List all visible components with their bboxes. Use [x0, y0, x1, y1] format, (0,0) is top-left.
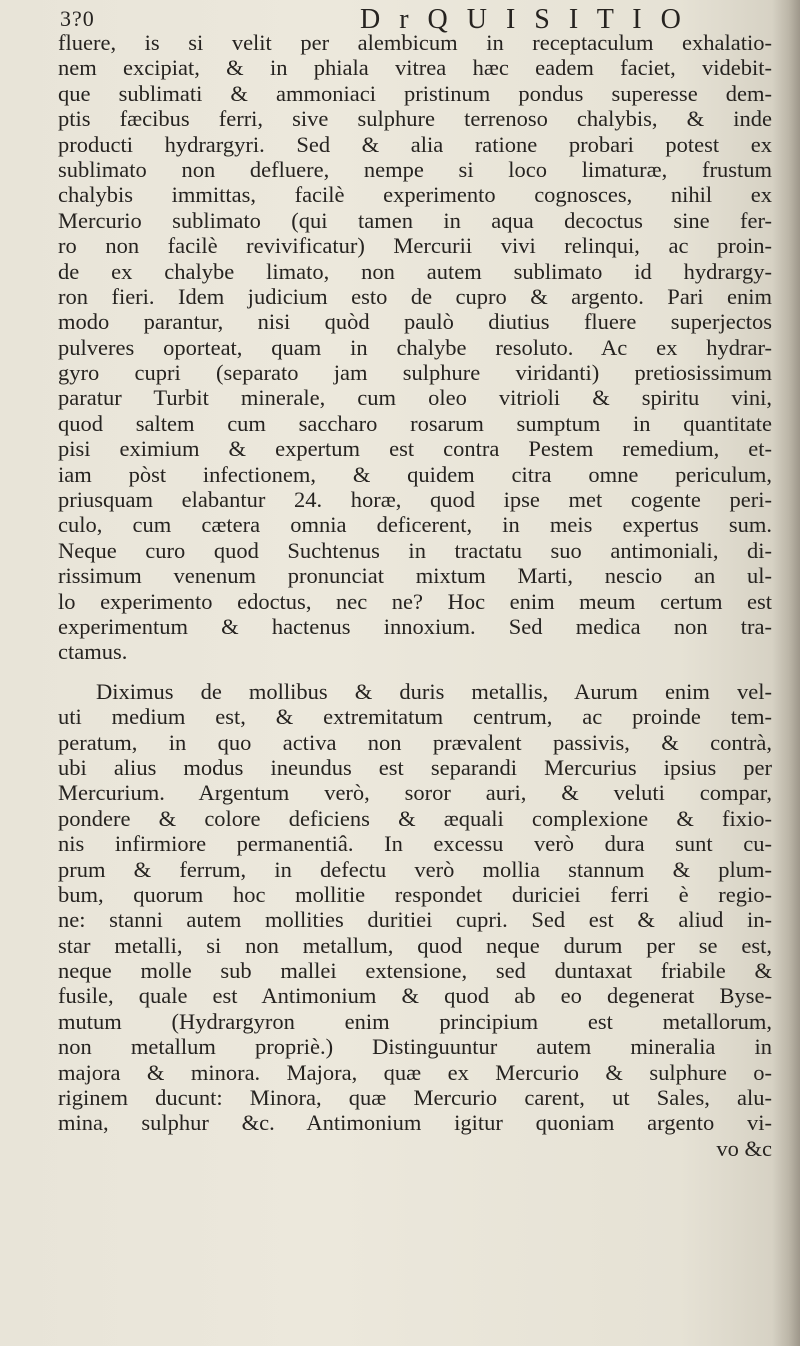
text-line: producti hydrargyri. Sed & alia ratione probari potest ex: [58, 131, 772, 157]
text-line: gyro cupri (separato jam sulphure viridanti) pretiosissimum: [58, 360, 772, 386]
text-line: de ex chalybe limato, non autem sublimato id hydrargy-: [58, 258, 772, 284]
text-line: pisi eximium & expertum est contra Pestem remedium, et-: [58, 436, 772, 462]
text-line: sublimato non defluere, nempe si loco limaturæ, frustum: [58, 156, 772, 182]
text-line: ctamus.: [58, 639, 128, 665]
text-line: priusquam elabantur 24. horæ, quod ipse met cogente peri-: [58, 487, 772, 513]
text-line: pondere & colore deficiens & æquali complexione & fixio-: [58, 805, 772, 831]
text-line: peratum, in quo activa non prævalent passivis, & contrà,: [58, 729, 772, 755]
text-line: rissimum venenum pronunciat mixtum Marti, nescio an ul-: [58, 563, 772, 589]
text-line: fluere, is si velit per alembicum in receptaculum exhalatio-: [58, 30, 772, 55]
text-line: ubi alius modus ineundus est separandi Mercurius ipsius per: [58, 754, 772, 780]
text-line: ro non facilè revivificatur) Mercurii vivi relinqui, ac proin-: [58, 233, 772, 259]
text-line: paratur Turbit minerale, cum oleo vitrioli & spiritu vini,: [58, 385, 772, 411]
text-line: iam pòst infectionem, & quidem citra omne periculum,: [58, 461, 772, 487]
text-line: chalybis immittas, facilè experimento cognosces, nihil ex: [58, 182, 772, 208]
text-line: que sublimati & ammoniaci pristinum pondus superesse dem-: [58, 80, 772, 106]
running-head: D r Q U I S I T I O: [360, 4, 687, 35]
paragraph-2: [58, 679, 772, 1136]
text-line: mutum (Hydrargyron enim principium est metallorum,: [58, 1008, 772, 1034]
text-block: [58, 30, 772, 1161]
text-line: prum & ferrum, in defectu verò mollia stannum & plum-: [58, 856, 772, 882]
text-line: Mercurium. Argentum verò, soror auri, & veluti compar,: [58, 780, 772, 806]
spine-shadow: [772, 0, 800, 1346]
text-line: majora & minora. Majora, quæ ex Mercurio & sulphure o-: [58, 1059, 772, 1085]
paragraph-gap: [58, 665, 772, 679]
text-line: riginem ducunt: Minora, quæ Mercurio carent, ut Sales, alu-: [58, 1085, 772, 1111]
text-line: non metallum propriè.) Distinguuntur autem mineralia in: [58, 1034, 772, 1060]
text-line: culo, cum cætera omnia deficerent, in meis expertus sum.: [58, 512, 772, 538]
text-line: Diximus de mollibus & duris metallis, Aurum enim vel-: [96, 678, 772, 704]
text-line: quod saltem cum saccharo rosarum sumptum in quantitate: [58, 410, 772, 436]
text-line: star metalli, si non metallum, quod neque durum per se est,: [58, 932, 772, 958]
text-line: fusile, quale est Antimonium & quod ab eo degenerat Byse-: [58, 983, 772, 1009]
text-line: neque molle sub mallei extensione, sed duntaxat friabile &: [58, 958, 772, 984]
text-line: Mercurio sublimato (qui tamen in aqua decoctus sine fer-: [58, 207, 772, 233]
text-line: modo parantur, nisi quòd paulò diutius fluere superjectos: [58, 309, 772, 335]
text-line: nis infirmiore permanentiâ. In excessu verò dura sunt cu-: [58, 831, 772, 857]
text-line: ptis fæcibus ferri, sive sulphure terrenoso chalybis, & inde: [58, 106, 772, 132]
text-line: pulveres oporteat, quam in chalybe resoluto. Ac ex hydrar-: [58, 334, 772, 360]
paragraph-1: [58, 30, 772, 665]
text-line: bum, quorum hoc mollitie respondet duriciei ferri è regio-: [58, 881, 772, 907]
text-line: nem excipiat, & in phiala vitrea hæc eadem faciet, videbit-: [58, 55, 772, 81]
text-line: mina, sulphur &c. Antimonium igitur quoniam argento vi-: [58, 1110, 772, 1136]
text-line: experimentum & hactenus innoxium. Sed medica non tra-: [58, 613, 772, 639]
text-line: lo experimento edoctus, nec ne? Hoc enim meum certum est: [58, 588, 772, 614]
page-number: 3?0: [60, 6, 95, 31]
text-line: ron fieri. Idem judicium esto de cupro & argento. Pari enim: [58, 283, 772, 309]
text-line: uti medium est, & extremitatum centrum, ac proinde tem-: [58, 704, 772, 730]
catchword: vo &c: [716, 1135, 772, 1161]
text-line: Neque curo quod Suchtenus in tractatu suo antimoniali, di-: [58, 537, 772, 563]
text-line: ne: stanni autem mollities duritiei cupri. Sed est & aliud in-: [58, 907, 772, 933]
